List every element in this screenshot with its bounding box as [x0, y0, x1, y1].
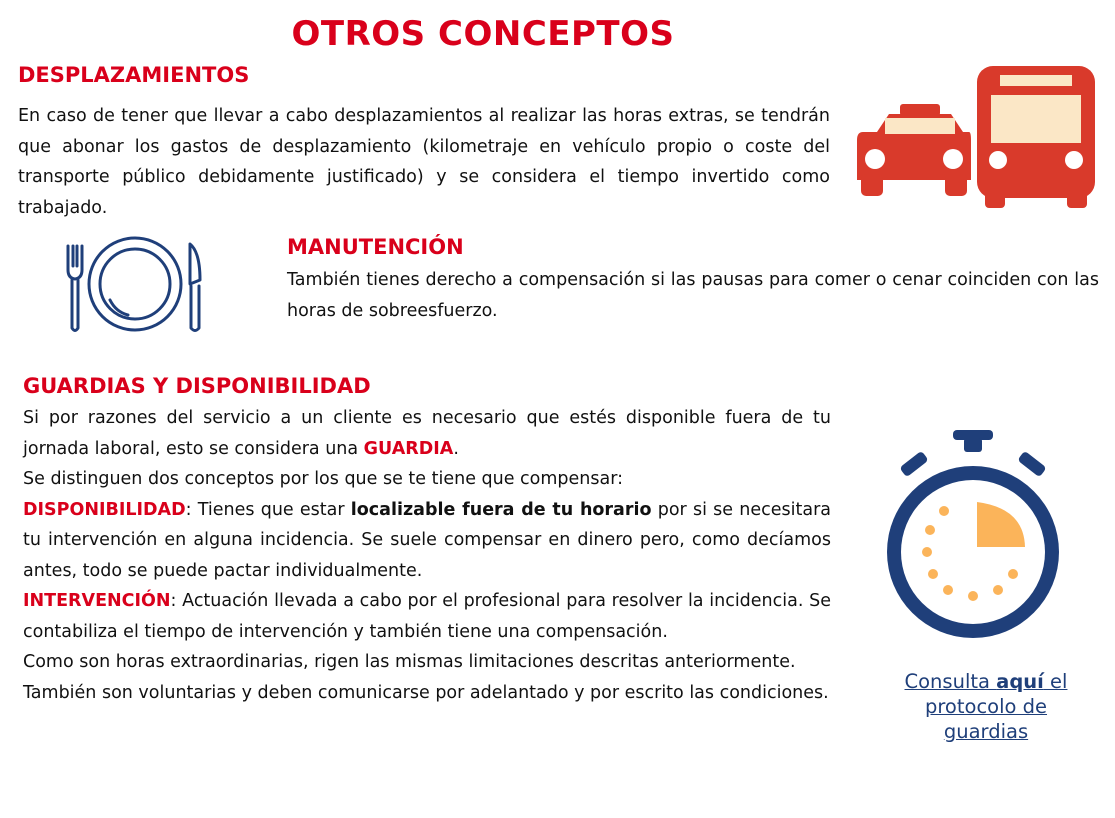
link-suffix[interactable]: el protocolo de guardias: [924, 670, 1068, 743]
disponibilidad-paragraph: [23, 495, 831, 587]
plate-cutlery-icon: [62, 230, 212, 338]
desplazamientos-heading: DESPLAZAMIENTOS: [18, 63, 250, 87]
link-aqui[interactable]: aquí: [996, 670, 1044, 693]
manutencion-heading: MANUTENCIÓN: [287, 235, 464, 259]
intervencion-text: : Actuación llevada a cabo por el profesional para resolver la incidencia. Se contabiliza el tiempo de intervención y también tiene una compensación.: [23, 591, 831, 642]
disponibilidad-text-a: : Tienes que estar: [185, 499, 351, 520]
guardia-keyword: GUARDIA: [363, 438, 454, 459]
intervencion-term: INTERVENCIÓN: [23, 591, 171, 611]
link-prefix[interactable]: Consulta: [904, 670, 997, 693]
intervencion-paragraph: [23, 586, 831, 647]
desplazamientos-text: En caso de tener que llevar a cabo desplazamientos al realizar las horas extras, se tendrán que abonar los gastos de desplazamiento (kilometraje en vehículo propio o coste del transporte público debidamente justificado) y se considera el tiempo invertido como trabajado.: [18, 106, 830, 218]
guardias-intro-text: Si por razones del servicio a un cliente es necesario que estés disponible fuera de tu jornada laboral, esto se considera una: [23, 408, 831, 459]
manutencion-text: También tienes derecho a compensación si las pausas para comer o cenar coinciden con las horas de sobreesfuerzo.: [287, 270, 1099, 321]
guardias-extra-2: También son voluntarias y deben comunicarse por adelantado y por escrito las condiciones.: [23, 682, 829, 703]
guardias-distinguish: Se distinguen dos conceptos por los que se te tiene que compensar:: [23, 469, 624, 489]
protocolo-guardias-link[interactable]: [893, 669, 1079, 744]
disponibilidad-emphasis: localizable fuera de tu horario: [350, 499, 652, 520]
stopwatch-icon: [878, 428, 1068, 646]
taxi-bus-icon: [855, 62, 1105, 212]
guardias-heading: GUARDIAS Y DISPONIBILIDAD: [23, 374, 371, 398]
disponibilidad-text-b: por si se necesitara tu intervención en alguna incidencia. Se suele compensar en dinero pero, como decíamos antes, todo se puede pactar individualmente.: [23, 499, 831, 581]
guardias-intro: [23, 403, 831, 464]
guardias-intro-end: .: [453, 438, 459, 459]
guardias-extra-1: Como son horas extraordinarias, rigen las mismas limitaciones descritas anteriormente.: [23, 652, 796, 672]
disponibilidad-term: DISPONIBILIDAD: [23, 499, 186, 520]
guardias-body: [23, 403, 831, 708]
page-title: OTROS CONCEPTOS: [291, 14, 675, 54]
